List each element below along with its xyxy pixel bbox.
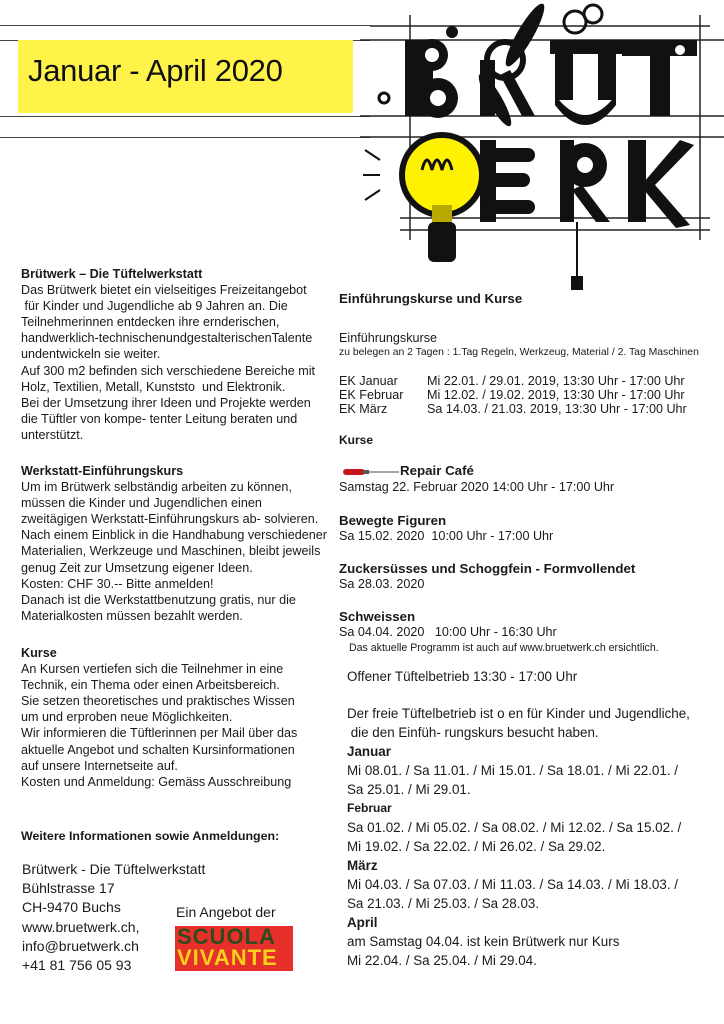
contact-email[interactable]: info@bruetwerk.ch — [22, 937, 139, 954]
contact-website[interactable]: www.bruetwerk.ch, — [22, 918, 140, 935]
courses-line: An Kursen vertiefen sich die Teilnehmer in eine — [21, 662, 284, 677]
intro-line: Auf 300 m2 befinden sich verschiedene Bereiche mit — [21, 363, 316, 378]
month-dates: Mi 08.01. / Sa 11.01. / Mi 15.01. / Sa 18.01. / Mi 22.01. / — [347, 763, 678, 778]
workshop-line: genug Zeit zur Umsetzung eigener Ideen. — [21, 560, 253, 575]
course-title: Zuckersüsses und Schoggfein - Formvollendet — [339, 561, 636, 576]
program-note: Das aktuelle Programm ist auch auf www.bruetwerk.ch ersichtlich. — [349, 642, 659, 654]
more-info-title: Weitere Informationen sowie Anmeldungen: — [21, 829, 280, 843]
ek-month: EK Januar — [339, 374, 398, 388]
intro-line: Holz, Textilien, Metall, Kunststo und Elektronik. — [21, 379, 286, 394]
workshop-line: Danach ist die Werkstattbenutzung gratis, nur die — [21, 592, 296, 607]
intro-line: unterstützt. — [21, 427, 84, 442]
month-dates: Mi 19.02. / Sa 22.02. / Mi 26.02. / Sa 29.02. — [347, 839, 606, 854]
ek-row — [339, 388, 685, 402]
scuola-vivante-logo — [175, 926, 293, 971]
course-date: Samstag 22. Februar 2020 14:00 Uhr - 17:00 Uhr — [339, 480, 615, 494]
banner-text: Januar - April 2020 — [28, 53, 283, 88]
workshop-line: Nach einem Einblick in die Handhabung verschiedener — [21, 528, 327, 543]
lightbulb-icon — [402, 135, 482, 215]
course-title: Schweissen — [339, 609, 416, 624]
month-dates: Sa 01.02. / Mi 05.02. / Sa 08.02. / Mi 12.02. / Sa 15.02. / — [347, 820, 682, 835]
month-name: März — [347, 858, 378, 873]
month-name: Februar — [347, 801, 392, 815]
courses-line: Kosten und Anmeldung: Gemäss Ausschreibung — [21, 774, 292, 789]
screwdriver-icon — [343, 467, 399, 477]
ek-dates: Mi 12.02. / 19.02. 2019, 13:30 Uhr - 17:00 Uhr — [427, 388, 685, 402]
ek-month: EK Februar — [339, 388, 404, 402]
course-date: Sa 28.03. 2020 — [339, 577, 425, 591]
intro-line: Bei der Umsetzung ihrer Ideen und Projekte werden — [21, 395, 311, 410]
courses-line: Technik, ein Thema oder einen Arbeitsbereich. — [21, 678, 280, 693]
intro-line: die Tüftler von kompe- tenter Leitung beraten und — [21, 411, 298, 426]
month-name: Januar — [347, 744, 391, 759]
courses-line: Sie setzen theoretisches und praktisches Wissen — [21, 694, 295, 709]
intro-line: undentwickeln sie weiter. — [21, 347, 161, 362]
intro-line: Teilnehmerinnen entdecken ihre ernderischen, — [21, 315, 280, 330]
contact-city: CH-9470 Buchs — [22, 899, 121, 916]
intro-title: Brütwerk – Die Tüftelwerkstatt — [21, 267, 203, 281]
courses-line: Wir informieren die Tüftlerinnen per Mail über das — [21, 726, 298, 741]
scuola-line2: VIVANTE — [177, 945, 278, 970]
bruetwerk-logo — [360, 0, 724, 290]
ek-month: EK März — [339, 402, 388, 416]
workshop-line: Um im Brütwerk selbständig arbeiten zu können, — [21, 480, 292, 495]
open-desc: die den Einfüh- rungskurs besucht haben. — [347, 725, 599, 740]
contact-phone: +41 81 756 05 93 — [22, 957, 132, 974]
open-schedule — [347, 704, 690, 970]
ek-dates: Mi 22.01. / 29.01. 2019, 13:30 Uhr - 17:00 Uhr — [427, 374, 685, 388]
workshop-line: Kosten: CHF 30.-- Bitte anmelden! — [21, 576, 214, 591]
courses-heading: Kurse — [339, 433, 374, 447]
course-title: Repair Café — [400, 463, 474, 478]
workshop-line: Materialkosten müssen bezahlt werden. — [21, 608, 243, 623]
workshop-section — [21, 463, 341, 624]
rule-line — [0, 116, 370, 117]
month-dates: Sa 25.01. / Mi 29.01. — [347, 782, 471, 797]
intro-section — [21, 266, 341, 443]
contact-street: Bühlstrasse 17 — [22, 880, 115, 897]
offer-text: Ein Angebot der — [176, 904, 276, 920]
month-name: April — [347, 915, 378, 930]
ek-row — [339, 374, 685, 388]
ek-dates: Sa 14.03. / 21.03. 2019, 13:30 Uhr - 17:00 Uhr — [427, 402, 687, 416]
courses-line: auf unsere Internetseite auf. — [21, 758, 178, 773]
workshop-line: müssen die Kinder und Jugendlichen einen — [21, 496, 262, 511]
intro-courses-note: zu belegen an 2 Tagen : 1.Tag Regeln, Werkzeug, Material / 2. Tag Maschinen — [339, 347, 699, 358]
right-title: Einführungskurse und Kurse — [339, 291, 523, 306]
course-date: Sa 04.04. 2020 10:00 Uhr - 16:30 Uhr — [339, 625, 557, 639]
courses-section — [21, 645, 341, 790]
date-banner — [18, 40, 353, 113]
contact-name: Brütwerk - Die Tüftelwerkstatt — [22, 861, 206, 877]
courses-title: Kurse — [21, 646, 57, 660]
courses-line: um und erproben neue Möglichkeiten. — [21, 710, 233, 725]
ek-row — [339, 402, 687, 416]
workshop-line: Materialien, Werkzeuge und Maschinen, bleibt jeweils — [21, 544, 321, 559]
open-title: Offener Tüftelbetrieb 13:30 - 17:00 Uhr — [347, 669, 578, 684]
open-desc: Der freie Tüftelbetrieb ist o en für Kinder und Jugendliche, — [347, 706, 690, 721]
intro-line: Das Brütwerk bietet ein vielseitiges Freizeitangebot — [21, 283, 307, 298]
courses-line: aktuelle Angebot und schalten Kursinformationen — [21, 742, 295, 757]
scuola-line1: SCUOLA — [177, 926, 276, 949]
intro-line: handwerklich-technischenundgestalterischenTalente — [21, 331, 313, 346]
workshop-title: Werkstatt-Einführungskurs — [21, 464, 184, 478]
rule-line — [0, 25, 370, 26]
intro-line: für Kinder und Jugendliche ab 9 Jahren an. Die — [21, 299, 288, 314]
month-dates: Mi 22.04. / Sa 25.04. / Mi 29.04. — [347, 953, 537, 968]
course-date: Sa 15.02. 2020 10:00 Uhr - 17:00 Uhr — [339, 529, 554, 543]
month-dates: Sa 21.03. / Mi 25.03. / Sa 28.03. — [347, 896, 540, 911]
course-title: Bewegte Figuren — [339, 513, 447, 528]
month-dates: Mi 04.03. / Sa 07.03. / Mi 11.03. / Sa 14.03. / Mi 18.03. / — [347, 877, 678, 892]
rule-line — [0, 137, 370, 138]
intro-courses-title: Einführungskurse — [339, 331, 438, 345]
month-dates: am Samstag 04.04. ist kein Brütwerk nur Kurs — [347, 934, 620, 949]
workshop-line: zweitägigen Werkstatt-Einführungskurs ab- solvieren. — [21, 512, 319, 527]
